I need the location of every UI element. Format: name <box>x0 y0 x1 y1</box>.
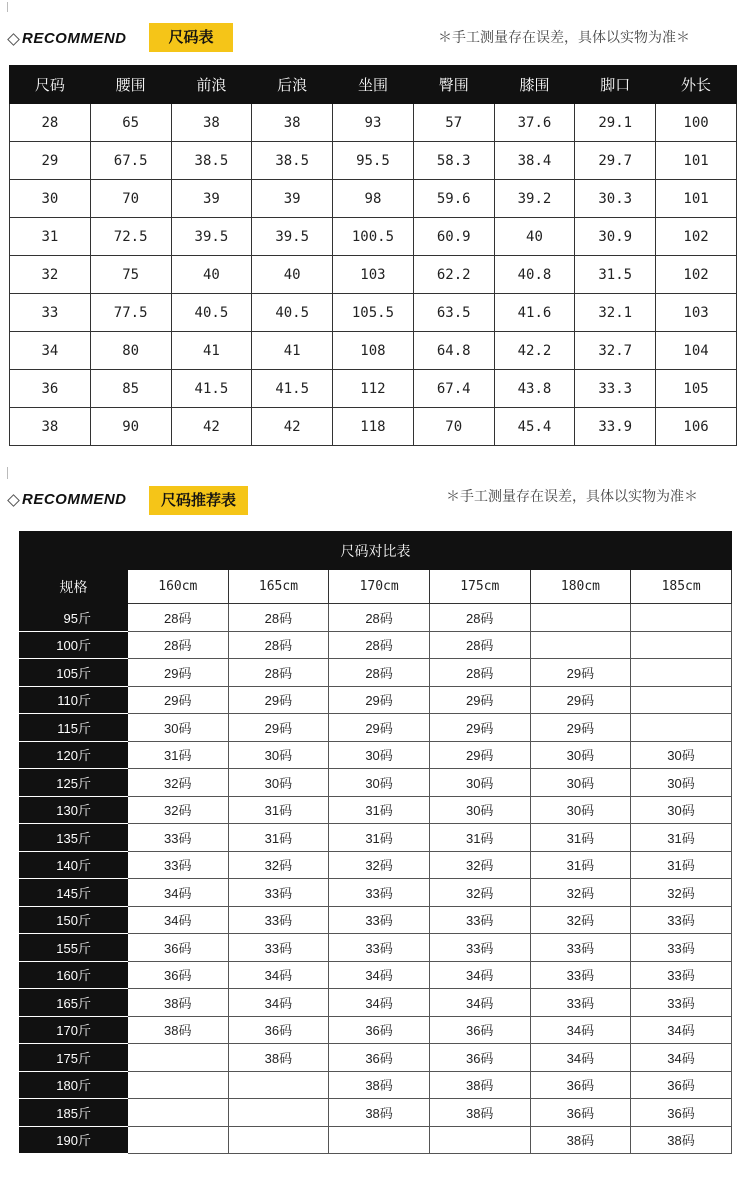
recommended-size-cell: 28码 <box>128 604 229 632</box>
recommended-size-cell: 38码 <box>429 1099 530 1127</box>
measurement-cell: 67.5 <box>90 142 171 180</box>
recommended-size-cell: 30码 <box>429 796 530 824</box>
column-header: 后浪 <box>252 66 333 104</box>
measurement-cell: 40.8 <box>494 256 575 294</box>
recommended-size-cell: 29码 <box>329 714 430 742</box>
measurement-note: ＊手工测量存在误差，具体以实物为准＊ <box>438 29 690 45</box>
recommended-size-cell <box>631 714 732 742</box>
measurement-cell: 102 <box>656 256 737 294</box>
measurement-cell: 40 <box>171 256 252 294</box>
measurement-cell: 41 <box>171 332 252 370</box>
recommended-size-cell: 28码 <box>329 659 430 687</box>
recommended-size-cell: 30码 <box>228 741 329 769</box>
measurement-cell: 33.9 <box>575 408 656 446</box>
recommended-size-cell: 36码 <box>329 1016 430 1044</box>
recommended-size-cell: 29码 <box>228 714 329 742</box>
weight-label: 105斤 <box>20 659 128 687</box>
measurement-cell: 100.5 <box>333 218 414 256</box>
measurement-cell: 42 <box>171 408 252 446</box>
recommend-chart-header <box>0 481 750 521</box>
recommended-size-cell <box>329 1126 430 1154</box>
measurement-cell: 108 <box>333 332 414 370</box>
measurement-cell: 63.5 <box>413 294 494 332</box>
recommended-size-cell: 32码 <box>329 851 430 879</box>
recommended-size-cell: 32码 <box>631 879 732 907</box>
column-header: 前浪 <box>171 66 252 104</box>
recommended-size-cell: 38码 <box>128 1016 229 1044</box>
recommend-table-title: 尺码对比表 <box>20 532 732 570</box>
recommended-size-cell: 33码 <box>631 906 732 934</box>
size-cell: 32 <box>10 256 91 294</box>
table-row <box>20 769 732 797</box>
measurement-cell: 70 <box>90 180 171 218</box>
measurement-cell: 118 <box>333 408 414 446</box>
weight-label: 190斤 <box>20 1126 128 1154</box>
measurement-cell: 72.5 <box>90 218 171 256</box>
weight-label: 110斤 <box>20 686 128 714</box>
weight-label: 100斤 <box>20 631 128 659</box>
measurement-cell: 41.5 <box>252 370 333 408</box>
measurement-cell: 38.5 <box>252 142 333 180</box>
recommended-size-cell: 33码 <box>429 906 530 934</box>
size-chart-header-row <box>10 66 737 104</box>
measurement-cell: 30.3 <box>575 180 656 218</box>
measurement-cell: 41 <box>252 332 333 370</box>
divider-tick <box>7 467 8 479</box>
recommended-size-cell: 36码 <box>128 961 229 989</box>
measurement-cell: 103 <box>333 256 414 294</box>
measurement-cell: 67.4 <box>413 370 494 408</box>
measurement-cell: 57 <box>413 104 494 142</box>
recommended-size-cell <box>429 1126 530 1154</box>
measurement-cell: 77.5 <box>90 294 171 332</box>
recommended-size-cell: 34码 <box>228 989 329 1017</box>
recommended-size-cell: 31码 <box>329 796 430 824</box>
recommend-chart-badge: 尺码推荐表 <box>149 486 248 515</box>
height-header: 160cm <box>128 570 229 604</box>
recommended-size-cell: 31码 <box>631 824 732 852</box>
recommended-size-cell: 34码 <box>530 1016 631 1044</box>
size-cell: 29 <box>10 142 91 180</box>
recommended-size-cell: 36码 <box>429 1016 530 1044</box>
recommended-size-cell: 33码 <box>329 879 430 907</box>
recommended-size-cell: 31码 <box>429 824 530 852</box>
measurement-cell: 90 <box>90 408 171 446</box>
recommended-size-cell: 29码 <box>429 686 530 714</box>
height-header: 170cm <box>329 570 430 604</box>
table-row <box>20 879 732 907</box>
weight-label: 95斤 <box>20 604 128 632</box>
table-row <box>20 961 732 989</box>
table-row <box>10 294 737 332</box>
measurement-cell: 41.6 <box>494 294 575 332</box>
recommend-label: RECOMMEND <box>22 30 127 47</box>
recommended-size-cell: 32码 <box>429 851 530 879</box>
measurement-cell: 30.9 <box>575 218 656 256</box>
measurement-cell: 43.8 <box>494 370 575 408</box>
measurement-cell: 102 <box>656 218 737 256</box>
recommended-size-cell: 36码 <box>329 1044 430 1072</box>
recommended-size-cell: 34码 <box>228 961 329 989</box>
size-cell: 34 <box>10 332 91 370</box>
measurement-cell: 32.1 <box>575 294 656 332</box>
recommended-size-cell: 32码 <box>530 879 631 907</box>
size-cell: 31 <box>10 218 91 256</box>
weight-label: 185斤 <box>20 1099 128 1127</box>
height-header: 175cm <box>429 570 530 604</box>
weight-label: 135斤 <box>20 824 128 852</box>
measurement-cell: 62.2 <box>413 256 494 294</box>
recommended-size-cell: 38码 <box>530 1126 631 1154</box>
weight-label: 155斤 <box>20 934 128 962</box>
recommended-size-cell <box>631 604 732 632</box>
recommended-size-cell: 30码 <box>329 741 430 769</box>
recommended-size-cell <box>128 1044 229 1072</box>
recommended-size-cell: 33码 <box>329 906 430 934</box>
weight-label: 170斤 <box>20 1016 128 1044</box>
measurement-cell: 39.5 <box>171 218 252 256</box>
table-row <box>20 686 732 714</box>
recommended-size-cell: 31码 <box>228 824 329 852</box>
recommended-size-cell: 38码 <box>631 1126 732 1154</box>
recommended-size-cell: 34码 <box>530 1044 631 1072</box>
recommended-size-cell: 28码 <box>228 659 329 687</box>
recommended-size-cell: 29码 <box>128 686 229 714</box>
recommended-size-cell: 38码 <box>329 1099 430 1127</box>
measurement-cell: 70 <box>413 408 494 446</box>
measurement-cell: 40.5 <box>252 294 333 332</box>
table-row <box>10 370 737 408</box>
height-header: 165cm <box>228 570 329 604</box>
recommended-size-cell: 36码 <box>631 1071 732 1099</box>
table-row <box>20 631 732 659</box>
recommended-size-cell: 33码 <box>530 934 631 962</box>
weight-label: 145斤 <box>20 879 128 907</box>
recommended-size-cell: 33码 <box>631 961 732 989</box>
recommended-size-cell: 30码 <box>429 769 530 797</box>
weight-label: 125斤 <box>20 769 128 797</box>
recommended-size-cell <box>228 1126 329 1154</box>
table-row <box>20 1071 732 1099</box>
recommended-size-cell <box>228 1071 329 1099</box>
measurement-cell: 105 <box>656 370 737 408</box>
measurement-cell: 40 <box>252 256 333 294</box>
recommended-size-cell: 28码 <box>128 631 229 659</box>
table-row <box>20 741 732 769</box>
measurement-cell: 58.3 <box>413 142 494 180</box>
recommended-size-cell: 33码 <box>228 934 329 962</box>
table-row <box>20 906 732 934</box>
recommended-size-cell: 30码 <box>631 796 732 824</box>
measurement-cell: 29.1 <box>575 104 656 142</box>
recommended-size-cell: 29码 <box>329 686 430 714</box>
measurement-cell: 64.8 <box>413 332 494 370</box>
table-row <box>20 989 732 1017</box>
measurement-cell: 42 <box>252 408 333 446</box>
measurement-cell: 39.5 <box>252 218 333 256</box>
recommended-size-cell: 33码 <box>128 824 229 852</box>
measurement-cell: 65 <box>90 104 171 142</box>
measurement-cell: 32.7 <box>575 332 656 370</box>
table-row <box>10 104 737 142</box>
measurement-cell: 85 <box>90 370 171 408</box>
weight-label: 150斤 <box>20 906 128 934</box>
measurement-cell: 104 <box>656 332 737 370</box>
recommended-size-cell: 36码 <box>429 1044 530 1072</box>
column-header: 腰围 <box>90 66 171 104</box>
diamond-icon <box>7 494 20 507</box>
recommended-size-cell: 28码 <box>429 659 530 687</box>
recommended-size-cell: 36码 <box>530 1071 631 1099</box>
size-cell: 36 <box>10 370 91 408</box>
height-header: 180cm <box>530 570 631 604</box>
column-header: 臀围 <box>413 66 494 104</box>
recommended-size-cell <box>631 659 732 687</box>
measurement-cell: 38.5 <box>171 142 252 180</box>
recommended-size-cell: 29码 <box>228 686 329 714</box>
recommended-size-cell: 30码 <box>530 769 631 797</box>
table-row <box>20 796 732 824</box>
measurement-cell: 95.5 <box>333 142 414 180</box>
measurement-cell: 80 <box>90 332 171 370</box>
recommended-size-cell <box>128 1099 229 1127</box>
size-cell: 33 <box>10 294 91 332</box>
recommended-size-cell: 32码 <box>530 906 631 934</box>
recommended-size-cell: 34码 <box>329 989 430 1017</box>
recommended-size-cell: 34码 <box>631 1044 732 1072</box>
recommended-size-cell: 30码 <box>228 769 329 797</box>
recommended-size-cell <box>631 686 732 714</box>
recommended-size-cell: 31码 <box>329 824 430 852</box>
recommended-size-cell: 34码 <box>429 961 530 989</box>
column-header: 坐围 <box>333 66 414 104</box>
measurement-cell: 93 <box>333 104 414 142</box>
measurement-cell: 75 <box>90 256 171 294</box>
measurement-note: ＊手工测量存在误差，具体以实物为准＊ <box>446 488 698 504</box>
measurement-cell: 39.2 <box>494 180 575 218</box>
measurement-cell: 42.2 <box>494 332 575 370</box>
recommended-size-cell: 29码 <box>530 714 631 742</box>
recommended-size-cell: 28码 <box>329 631 430 659</box>
measurement-cell: 105.5 <box>333 294 414 332</box>
recommended-size-cell: 33码 <box>128 851 229 879</box>
size-cell: 38 <box>10 408 91 446</box>
measurement-cell: 29.7 <box>575 142 656 180</box>
recommended-size-cell: 36码 <box>631 1099 732 1127</box>
recommended-size-cell: 34码 <box>128 879 229 907</box>
measurement-cell: 100 <box>656 104 737 142</box>
weight-label: 130斤 <box>20 796 128 824</box>
diamond-icon <box>7 33 20 46</box>
recommended-size-cell: 29码 <box>128 659 229 687</box>
measurement-cell: 38 <box>252 104 333 142</box>
measurement-cell: 41.5 <box>171 370 252 408</box>
recommended-size-cell: 31码 <box>128 741 229 769</box>
recommended-size-cell <box>228 1099 329 1127</box>
recommended-size-cell: 31码 <box>530 824 631 852</box>
column-header: 脚口 <box>575 66 656 104</box>
measurement-cell: 31.5 <box>575 256 656 294</box>
recommended-size-cell: 31码 <box>530 851 631 879</box>
size-chart-table <box>9 65 737 446</box>
table-row <box>20 934 732 962</box>
weight-label: 180斤 <box>20 1071 128 1099</box>
table-row <box>10 332 737 370</box>
recommended-size-cell: 33码 <box>530 989 631 1017</box>
measurement-cell: 101 <box>656 142 737 180</box>
recommended-size-cell: 30码 <box>530 741 631 769</box>
recommended-size-cell: 32码 <box>128 796 229 824</box>
recommended-size-cell: 33码 <box>429 934 530 962</box>
measurement-cell: 39 <box>171 180 252 218</box>
recommended-size-cell: 33码 <box>228 879 329 907</box>
table-row <box>20 1126 732 1154</box>
table-row <box>20 659 732 687</box>
recommended-size-cell: 38码 <box>128 989 229 1017</box>
height-header: 185cm <box>631 570 732 604</box>
measurement-cell: 60.9 <box>413 218 494 256</box>
measurement-cell: 38.4 <box>494 142 575 180</box>
recommended-size-cell: 30码 <box>631 769 732 797</box>
measurement-cell: 33.3 <box>575 370 656 408</box>
measurement-cell: 59.6 <box>413 180 494 218</box>
column-header: 膝围 <box>494 66 575 104</box>
recommended-size-cell <box>128 1071 229 1099</box>
recommended-size-cell <box>530 604 631 632</box>
recommended-size-cell: 38码 <box>228 1044 329 1072</box>
recommended-size-cell: 28码 <box>228 631 329 659</box>
recommended-size-cell: 32码 <box>429 879 530 907</box>
table-row <box>10 408 737 446</box>
table-row <box>20 851 732 879</box>
measurement-cell: 112 <box>333 370 414 408</box>
measurement-cell: 40.5 <box>171 294 252 332</box>
table-row <box>20 1016 732 1044</box>
measurement-cell: 98 <box>333 180 414 218</box>
recommended-size-cell: 33码 <box>228 906 329 934</box>
measurement-cell: 37.6 <box>494 104 575 142</box>
table-row <box>20 1099 732 1127</box>
table-row <box>20 824 732 852</box>
measurement-cell: 38 <box>171 104 252 142</box>
table-row <box>20 604 732 632</box>
recommended-size-cell: 28码 <box>429 604 530 632</box>
recommended-size-cell: 29码 <box>429 714 530 742</box>
size-chart-badge: 尺码表 <box>149 23 233 52</box>
recommended-size-cell: 30码 <box>631 741 732 769</box>
weight-label: 175斤 <box>20 1044 128 1072</box>
table-row <box>10 142 737 180</box>
recommended-size-cell: 38码 <box>329 1071 430 1099</box>
recommended-size-cell <box>128 1126 229 1154</box>
recommended-size-cell: 28码 <box>228 604 329 632</box>
corner-label: 规格 <box>20 570 128 604</box>
recommended-size-cell: 33码 <box>631 934 732 962</box>
recommended-size-cell: 30码 <box>530 796 631 824</box>
recommended-size-cell: 33码 <box>530 961 631 989</box>
recommended-size-cell: 33码 <box>631 989 732 1017</box>
recommended-size-cell: 34码 <box>631 1016 732 1044</box>
recommended-size-cell: 34码 <box>429 989 530 1017</box>
recommended-size-cell: 31码 <box>631 851 732 879</box>
measurement-cell: 39 <box>252 180 333 218</box>
measurement-cell: 45.4 <box>494 408 575 446</box>
recommended-size-cell: 32码 <box>128 769 229 797</box>
recommend-label: RECOMMEND <box>22 491 127 508</box>
recommended-size-cell <box>631 631 732 659</box>
size-chart-header <box>0 20 750 60</box>
weight-label: 115斤 <box>20 714 128 742</box>
recommended-size-cell: 34码 <box>329 961 430 989</box>
recommended-size-cell: 36码 <box>228 1016 329 1044</box>
size-cell: 28 <box>10 104 91 142</box>
weight-label: 160斤 <box>20 961 128 989</box>
recommended-size-cell: 30码 <box>128 714 229 742</box>
divider-tick <box>7 2 8 12</box>
table-row <box>10 180 737 218</box>
size-cell: 30 <box>10 180 91 218</box>
recommended-size-cell: 36码 <box>530 1099 631 1127</box>
recommended-size-cell: 36码 <box>128 934 229 962</box>
table-row <box>20 1044 732 1072</box>
recommended-size-cell: 33码 <box>329 934 430 962</box>
weight-label: 120斤 <box>20 741 128 769</box>
measurement-cell: 40 <box>494 218 575 256</box>
recommended-size-cell: 28码 <box>429 631 530 659</box>
table-row <box>10 256 737 294</box>
recommended-size-cell <box>530 631 631 659</box>
recommended-size-cell: 31码 <box>228 796 329 824</box>
recommended-size-cell: 34码 <box>128 906 229 934</box>
recommended-size-cell: 38码 <box>429 1071 530 1099</box>
recommended-size-cell: 32码 <box>228 851 329 879</box>
recommended-size-cell: 30码 <box>329 769 430 797</box>
table-row <box>20 714 732 742</box>
column-header: 外长 <box>656 66 737 104</box>
recommended-size-cell: 29码 <box>429 741 530 769</box>
measurement-cell: 103 <box>656 294 737 332</box>
recommended-size-cell: 28码 <box>329 604 430 632</box>
weight-label: 165斤 <box>20 989 128 1017</box>
column-header: 尺码 <box>10 66 91 104</box>
recommended-size-cell: 29码 <box>530 659 631 687</box>
measurement-cell: 101 <box>656 180 737 218</box>
weight-label: 140斤 <box>20 851 128 879</box>
size-recommendation-table <box>19 531 732 1154</box>
recommended-size-cell: 29码 <box>530 686 631 714</box>
measurement-cell: 106 <box>656 408 737 446</box>
table-row <box>10 218 737 256</box>
